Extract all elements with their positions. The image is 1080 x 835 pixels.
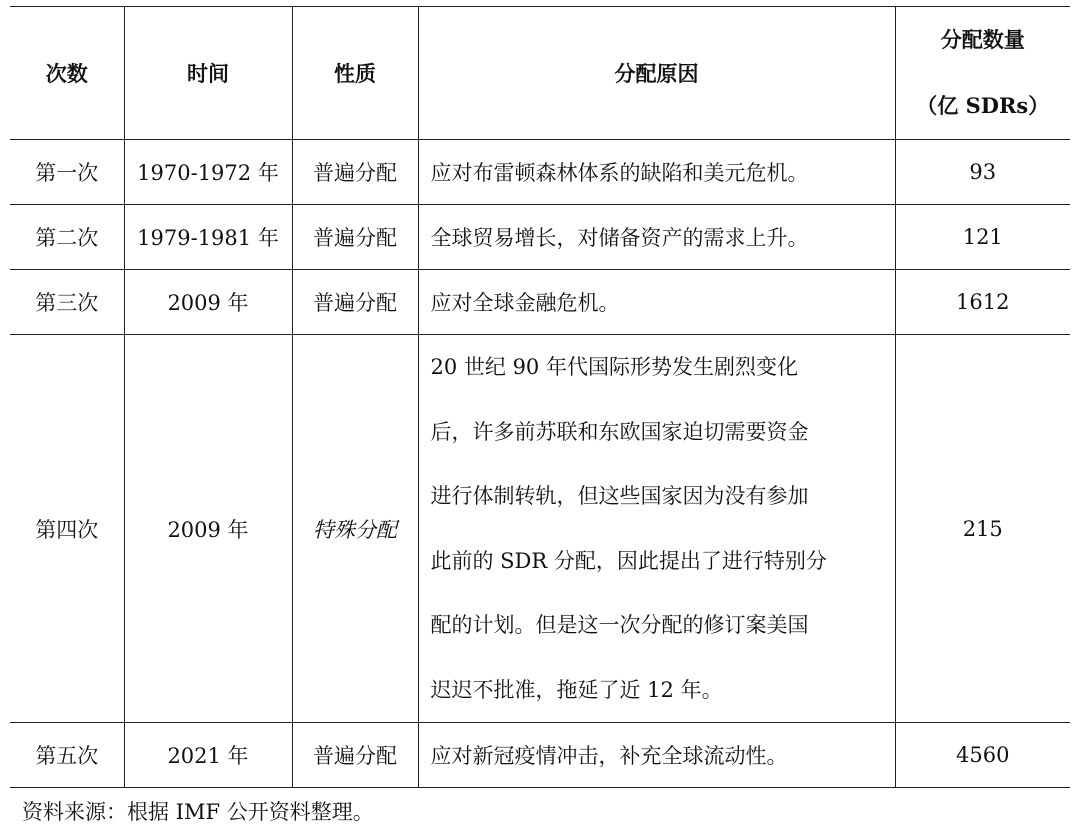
cell-nature: 特殊分配: [292, 335, 418, 723]
reason-line: 迟迟不批准，拖延了近 12 年。: [430, 677, 723, 702]
cell-amount: 93: [895, 140, 1070, 205]
cell-amount: 1612: [895, 270, 1070, 335]
reason-line: 此前的 SDR 分配，因此提出了进行特别分: [430, 548, 827, 573]
table-row: [10, 140, 1070, 205]
cell-reason: 应对全球金融危机。: [418, 270, 895, 335]
cell-amount: 4560: [895, 723, 1070, 788]
cell-time: 2009 年: [124, 335, 292, 723]
sdr-allocation-table-container: [10, 6, 1070, 788]
table-row: [10, 723, 1070, 788]
cell-count: 第二次: [10, 205, 124, 270]
cell-nature: 普遍分配: [292, 205, 418, 270]
header-amount: [895, 7, 1070, 140]
cell-time: 1970-1972 年: [124, 140, 292, 205]
reason-line: 配的计划。但是这一次分配的修订案美国: [430, 613, 809, 637]
cell-count: 第五次: [10, 723, 124, 788]
table-row: [10, 270, 1070, 335]
cell-time: 2021 年: [124, 723, 292, 788]
header-amount-line1: 分配数量: [940, 27, 1025, 52]
cell-count: 第三次: [10, 270, 124, 335]
cell-time: 2009 年: [124, 270, 292, 335]
reason-line: 进行体制转轨，但这些国家因为没有参加: [430, 484, 809, 508]
cell-count: 第一次: [10, 140, 124, 205]
cell-reason: [418, 335, 895, 723]
cell-reason: 应对布雷顿森林体系的缺陷和美元危机。: [418, 140, 895, 205]
cell-reason: 应对新冠疫情冲击，补充全球流动性。: [418, 723, 895, 788]
reason-line: 20 世纪 90 年代国际形势发生剧烈变化: [430, 355, 798, 379]
header-time: 时间: [124, 7, 292, 140]
cell-nature: 普遍分配: [292, 723, 418, 788]
header-amount-line2: （亿 SDRs）: [916, 93, 1050, 118]
cell-nature: 普遍分配: [292, 270, 418, 335]
header-count: 次数: [10, 7, 124, 140]
cell-amount: 215: [895, 335, 1070, 723]
cell-amount: 121: [895, 205, 1070, 270]
table-row: [10, 335, 1070, 723]
cell-count: 第四次: [10, 335, 124, 723]
cell-time: 1979-1981 年: [124, 205, 292, 270]
table-row: [10, 205, 1070, 270]
header-nature: 性质: [292, 7, 418, 140]
reason-line: 后，许多前苏联和东欧国家迫切需要资金: [430, 419, 809, 444]
sdr-allocation-table: [10, 6, 1070, 788]
table-header-row: [10, 7, 1070, 140]
header-reason: 分配原因: [418, 7, 895, 140]
cell-nature: 普遍分配: [292, 140, 418, 205]
source-note: 资料来源：根据 IMF 公开资料整理。: [22, 800, 374, 824]
cell-reason: 全球贸易增长，对储备资产的需求上升。: [418, 205, 895, 270]
